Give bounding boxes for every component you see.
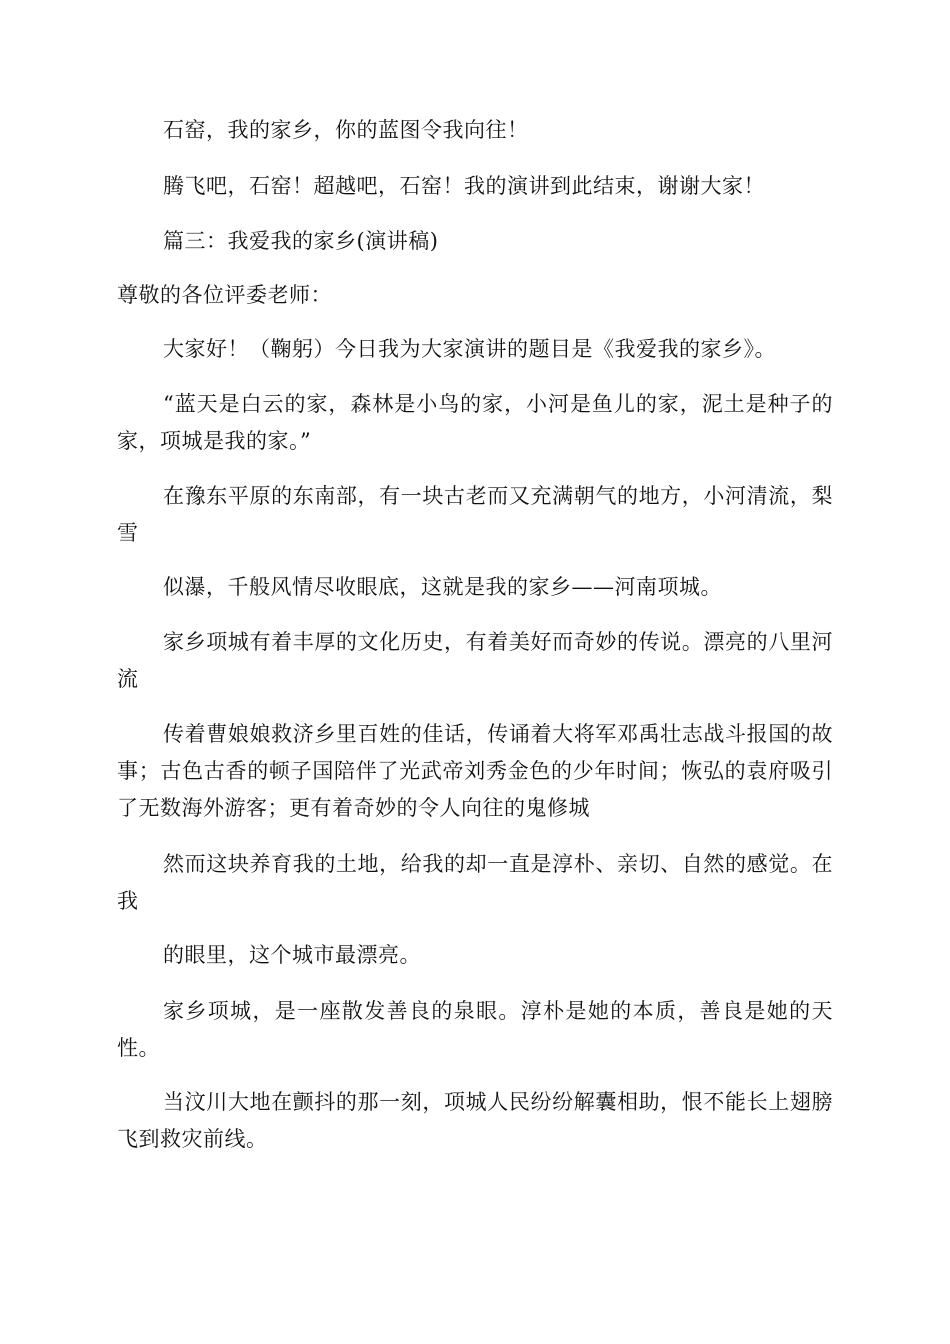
paragraph: 当汶川大地在颤抖的那一刻，项城人民纷纷解囊相助，恨不能长上翅膀飞到救灾前线。 — [117, 1090, 833, 1151]
salutation: 尊敬的各位评委老师： — [117, 283, 332, 307]
paragraph: 大家好！（鞠躬）今日我为大家演讲的题目是《我爱我的家乡》。 — [163, 337, 776, 361]
section-heading: 篇三：我爱我的家乡(演讲稿) — [163, 229, 439, 253]
paragraph: 腾飞吧，石窑！超越吧，石窑！我的演讲到此结束，谢谢大家！ — [163, 174, 765, 198]
paragraph: 的眼里，这个城市最漂亮。 — [163, 943, 421, 967]
paragraph: 似瀑，千般风情尽收眼底，这就是我的家乡——河南项城。 — [163, 575, 722, 599]
paragraph: 然而这块养育我的土地，给我的却一直是淳朴、亲切、自然的感觉。在我 — [117, 852, 833, 913]
paragraph: 家乡项城有着丰厚的文化历史，有着美好而奇妙的传说。漂亮的八里河流 — [117, 630, 833, 691]
paragraph: “蓝天是白云的家，森林是小鸟的家，小河是鱼儿的家，泥土是种子的家，项城是我的家。” — [117, 392, 833, 453]
paragraph: 在豫东平原的东南部，有一块古老而又充满朝气的地方，小河清流，梨雪 — [117, 484, 833, 545]
paragraph: 传着曹娘娘救济乡里百姓的佳话，传诵着大将军邓禹壮志战斗报国的故事；古色古香的顿子国陪伴了光武帝刘秀金色的少年时间；恢弘的袁府吸引了无数海外游客；更有着奇妙的令人向往的鬼修城 — [117, 722, 833, 820]
paragraph: 家乡项城，是一座散发善良的泉眼。淳朴是她的本质，善良是她的天性。 — [117, 999, 833, 1060]
paragraph: 石窑，我的家乡，你的蓝图令我向往！ — [163, 118, 529, 142]
